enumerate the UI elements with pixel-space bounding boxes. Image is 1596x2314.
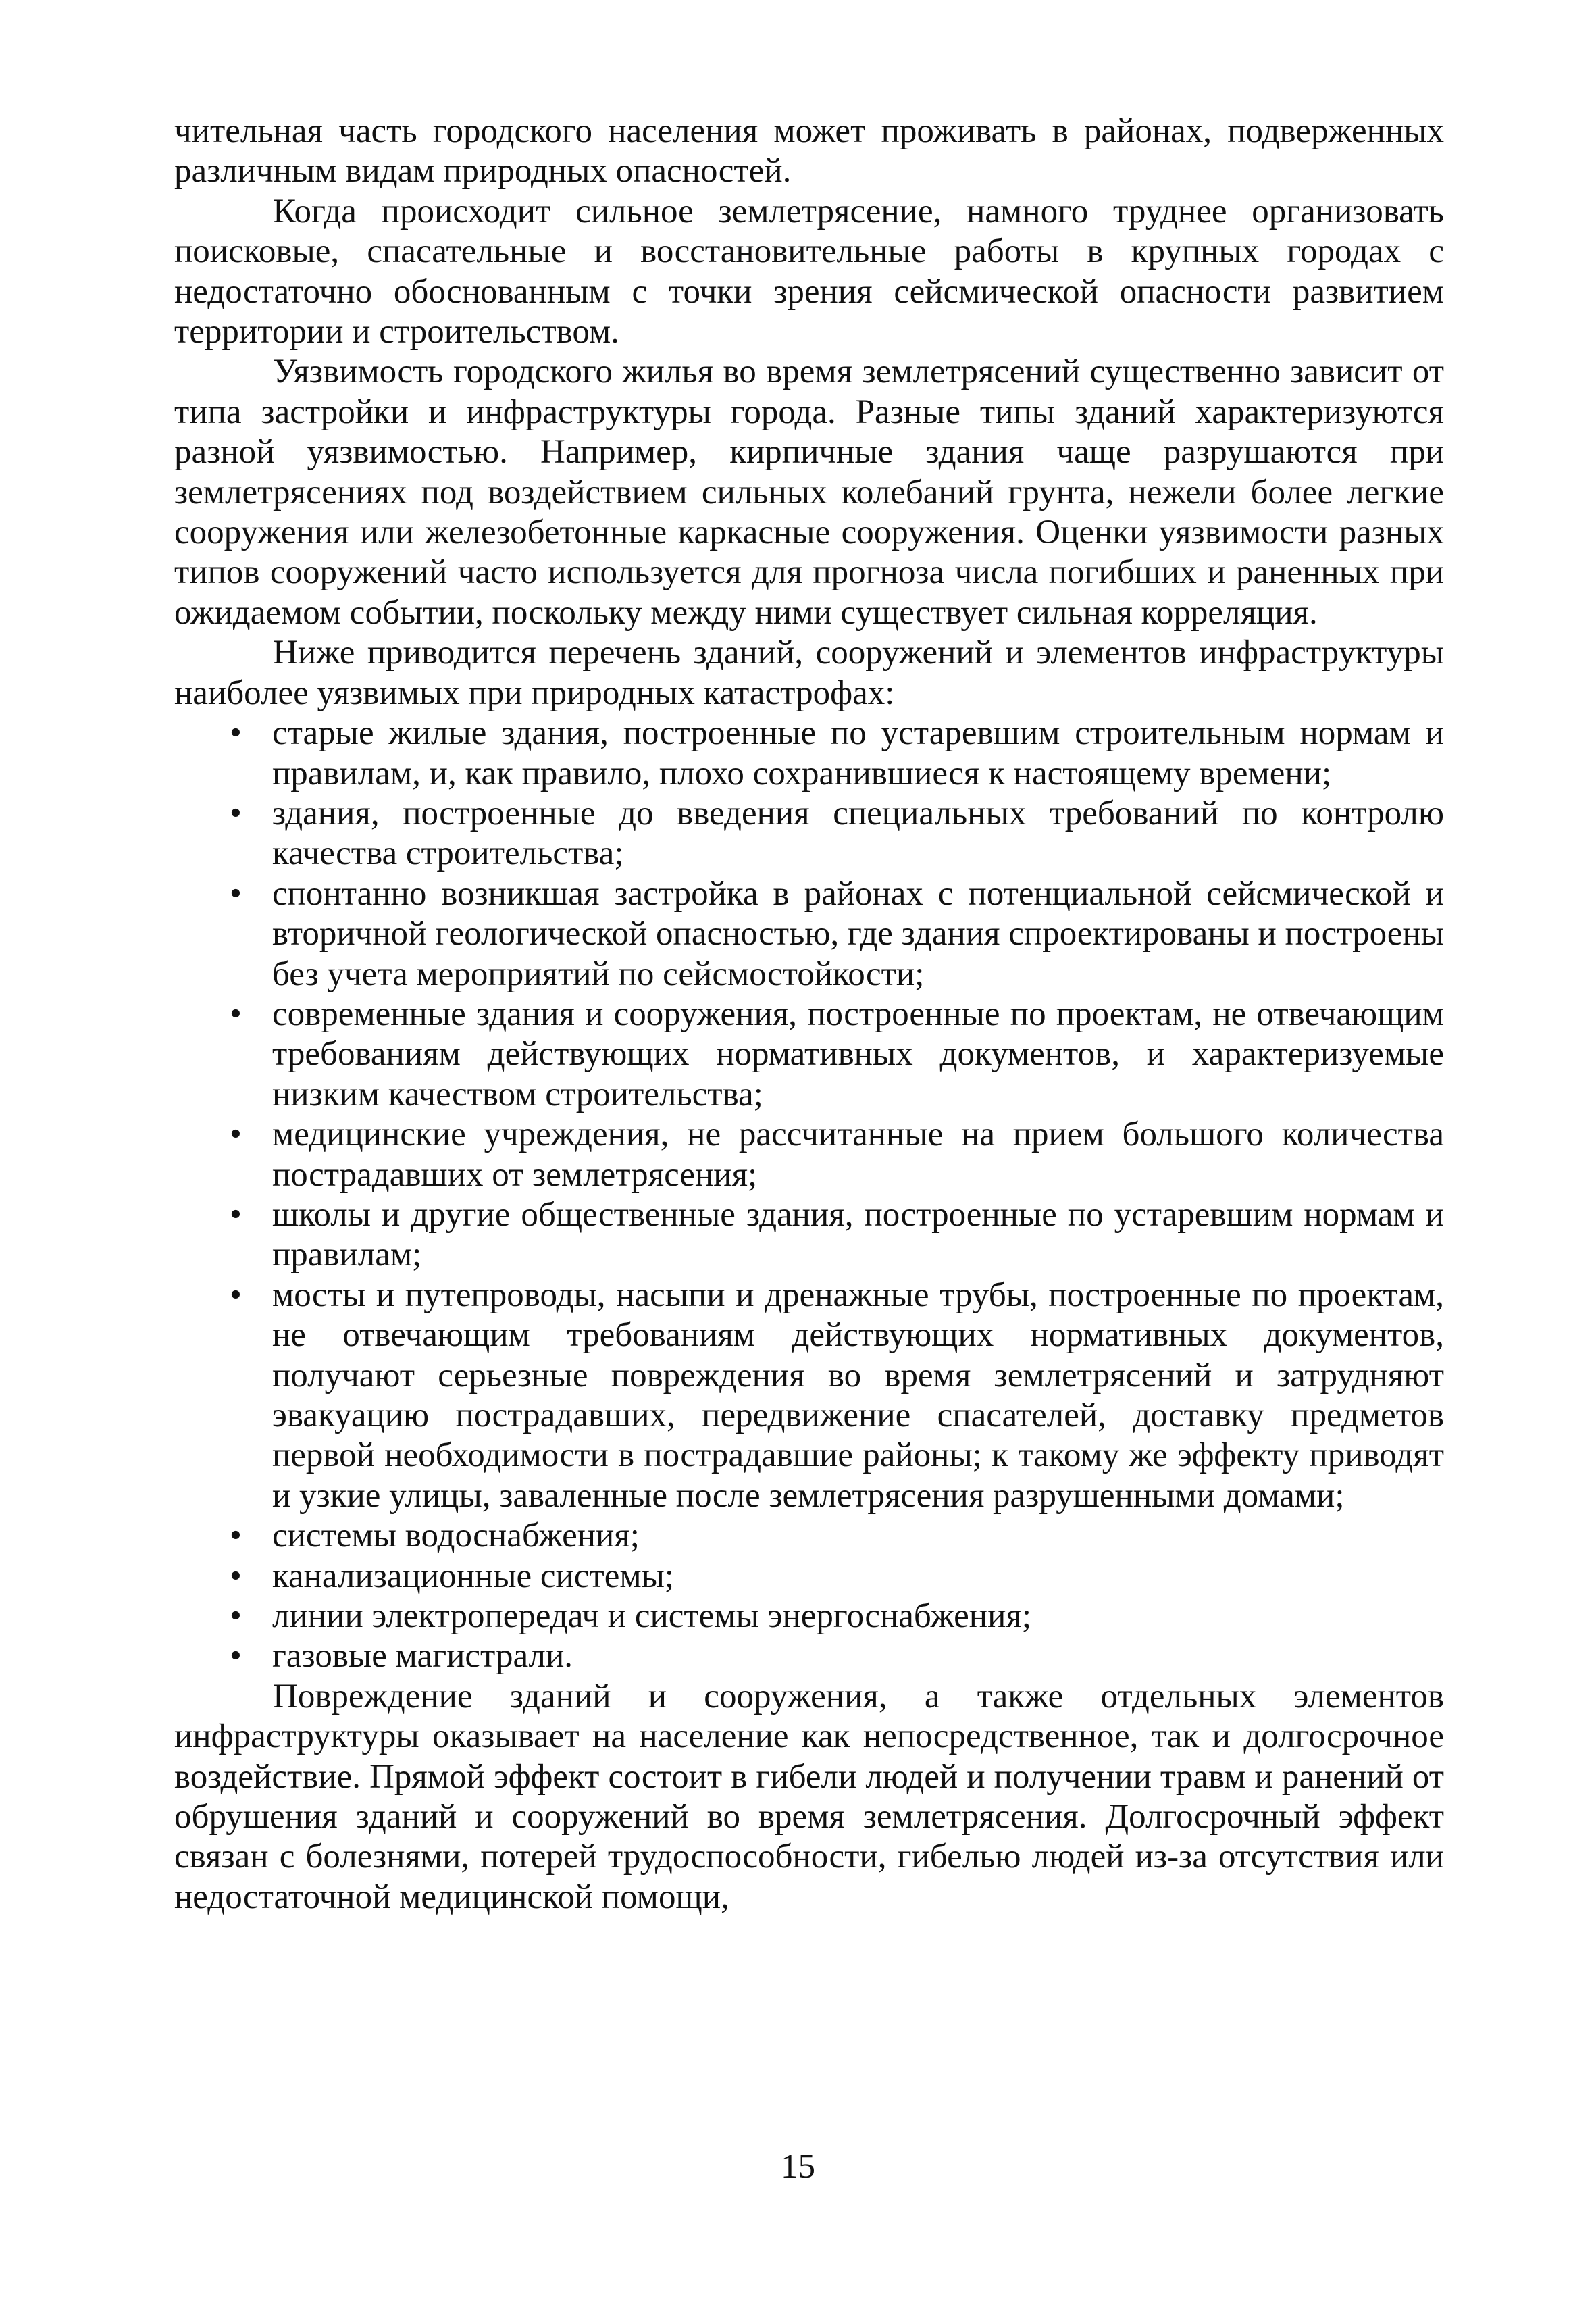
list-item-text: газовые магистрали. — [272, 1637, 573, 1676]
list-item-text: здания, построенные до введения специальных требований по контролю качества строительства; — [272, 794, 1444, 873]
vulnerable-structures-list — [174, 713, 1444, 1677]
list-item — [174, 1636, 1444, 1676]
bullet-icon: • — [230, 1637, 242, 1676]
bullet-icon: • — [230, 1597, 242, 1636]
bullet-icon: • — [230, 1195, 242, 1234]
list-item-text: старые жилые здания, построенные по устаревшим строительным нормам и правилам, и, как правило, плохо сохранившиеся к настоящему времени; — [272, 714, 1444, 793]
list-item-text: медицинские учреждения, не рассчитанные на прием большого количества пострадавших от землетрясения; — [272, 1115, 1444, 1194]
list-item — [174, 874, 1444, 995]
paragraph: Когда происходит сильное землетрясение, намного труднее организовать поисковые, спасательные и восстановительные работы в крупных городах с недостаточно обоснованным с точки зрения сейсмической опасности развитием территории и строительством. — [174, 192, 1444, 351]
list-item-text: современные здания и сооружения, построенные по проектам, не отвечающим требованиям действующих нормативных документов, и характеризуемые низким качеством строительства; — [272, 995, 1444, 1113]
paragraphs-bottom — [174, 1677, 1444, 1917]
bullet-icon: • — [230, 714, 242, 753]
list-item — [174, 1596, 1444, 1636]
page-body — [174, 111, 1444, 1917]
paragraph: Повреждение зданий и сооружения, а также отдельных элементов инфраструктуры оказывает на население как непосредственное, так и долгосрочное воздействие. Прямой эффект состоит в гибели людей и получении травм и ранений от обрушения зданий и сооружений во время землетрясения. Долгосрочный эффект связан с болезнями, потерей трудоспособности, гибелью людей из-за отсутствия или недостаточной медицинской помощи, — [174, 1677, 1444, 1916]
paragraph: Уязвимость городского жилья во время землетрясений существенно зависит от типа застройки и инфраструктуры города. Разные типы зданий характеризуются разной уязвимостью. Например, кирпичные здания чаще разрушаются при землетрясениях под воздействием сильных колебаний грунта, нежели более легкие сооружения или железобетонные каркасные сооружения. Оценки уязвимости разных типов сооружений часто используется для прогноза числа погибших и раненных при ожидаемом событии, поскольку между ними существует сильная корреляция. — [174, 353, 1444, 632]
list-item-text: спонтанно возникшая застройка в районах с потенциальной сейсмической и вторичной геологической опасностью, где здания спроектированы и построены без учета мероприятий по сейсмостойкости; — [272, 874, 1444, 993]
list-item-text: системы водоснабжения; — [272, 1517, 640, 1555]
page-number: 15 — [781, 2148, 815, 2186]
list-item — [174, 794, 1444, 874]
bullet-icon: • — [230, 874, 242, 913]
bullet-icon: • — [230, 1517, 242, 1555]
list-item — [174, 1516, 1444, 1556]
paragraph: Ниже приводится перечень зданий, сооружений и элементов инфраструктуры наиболее уязвимых при природных катастрофах: — [174, 634, 1444, 712]
bullet-icon: • — [230, 995, 242, 1033]
bullet-icon: • — [230, 794, 242, 832]
paragraphs-top — [174, 111, 1444, 713]
list-item-text: школы и другие общественные здания, построенные по устаревшим нормам и правилам; — [272, 1195, 1444, 1274]
list-item — [174, 1115, 1444, 1195]
list-item — [174, 1276, 1444, 1516]
list-item-text: канализационные системы; — [272, 1557, 675, 1595]
bullet-icon: • — [230, 1115, 242, 1154]
list-item — [174, 995, 1444, 1115]
paragraph: чительная часть городского населения может проживать в районах, подверженных различным видам природных опасностей. — [174, 112, 1444, 191]
list-item — [174, 1195, 1444, 1276]
list-item-text: линии электропередач и системы энергоснабжения; — [272, 1597, 1031, 1636]
list-item — [174, 713, 1444, 794]
list-item — [174, 1557, 1444, 1596]
bullet-icon: • — [230, 1276, 242, 1314]
bullet-icon: • — [230, 1557, 242, 1595]
list-item-text: мосты и путепроводы, насыпи и дренажные трубы, построенные по проектам, не отвечающим требованиям действующих нормативных документов, получают серьезные повреждения во время землетрясений и затрудняют эвакуацию пострадавших, передвижение спасателей, доставку предметов первой необходимости в пострадавшие районы; к такому же эффекту приводят и узкие улицы, заваленные после землетрясения разрушенными домами; — [272, 1276, 1444, 1515]
